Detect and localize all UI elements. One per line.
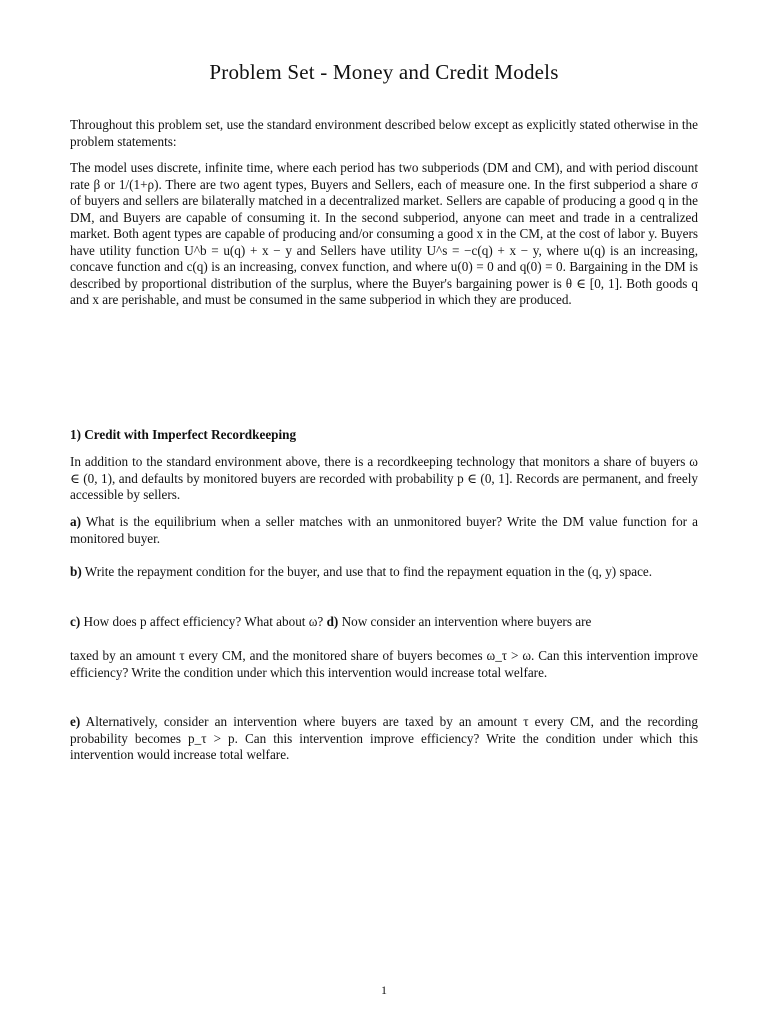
- page-title: Problem Set - Money and Credit Models: [209, 60, 559, 84]
- question-b-text: Write the repayment condition for the buyer, and use that to find the repayment equation in the (q, y) space.: [84, 564, 653, 579]
- section-heading: 1) Credit with Imperfect Recordkeeping: [70, 427, 297, 442]
- question-a-label: a): [70, 514, 81, 529]
- question-d-label: d): [326, 614, 339, 629]
- question-b-label: b): [70, 564, 82, 579]
- question-e-text: Alternatively, consider an intervention where buyers are taxed by an amount τ every CM, and the recording probability becomes p_τ > p. Can this intervention improve efficiency? Write the condition under which this intervention would increase total welfare.: [70, 714, 698, 762]
- question-d-continued: taxed by an amount τ every CM, and the monitored share of buyers becomes ω_τ > ω. Can this intervention improve efficiency? Write the condition under which this intervention would increase total welfare.: [70, 648, 698, 680]
- question-d-text-first: Now consider an intervention where buyers are: [341, 614, 592, 629]
- environment-paragraph: The model uses discrete, infinite time, where each period has two subperiods (DM and CM), and with period discount rate β or 1/(1+ρ). There are two agent types, Buyers and Sellers, each of measure one. In the first subperiod a share σ of buyers and sellers are bilaterally matched in a decentralized market. Sellers are capable of producing a good q in the DM, and Buyers are capable of consuming it. In the second subperiod, anyone can meet and trade in a centralized market. Both agent types are capable of producing and/or consuming a good x in the CM, at the cost of labor y. Buyers have utility function U^b = u(q) + x − y and Sellers have utility U^s = −c(q) + x − y, where u(q) is an increasing, concave function and c(q) is an increasing, convex function, and where u(0) = 0 and q(0) = 0. Bargaining in the DM is described by proportional distribution of the surplus, where the Buyer's bargaining power is θ ∈ [0, 1]. Both goods q and x are perishable, and must be consumed in the same subperiod in which they are produced.: [70, 160, 698, 307]
- intro-paragraph: Throughout this problem set, use the standard environment described below except as explicitly stated otherwise in the problem statements:: [70, 117, 698, 149]
- question-a: [70, 514, 698, 547]
- question-e-label: e): [70, 714, 81, 729]
- question-a-text: What is the equilibrium when a seller matches with an unmonitored buyer? Write the DM value function for a monitored buyer.: [70, 514, 698, 546]
- section-intro-paragraph: In addition to the standard environment above, there is a recordkeeping technology that monitors a share of buyers ω ∈ (0, 1), and defaults by monitored buyers are recorded with probability p ∈ (0, 1]. Records are permanent, and freely accessible by sellers.: [70, 454, 698, 502]
- question-c-text: How does p affect efficiency? What about ω?: [83, 614, 324, 629]
- page-number: 1: [381, 983, 387, 997]
- question-c-d-line: [70, 614, 698, 631]
- question-b: [70, 564, 698, 581]
- question-e: [70, 714, 698, 764]
- question-c-label: c): [70, 614, 81, 629]
